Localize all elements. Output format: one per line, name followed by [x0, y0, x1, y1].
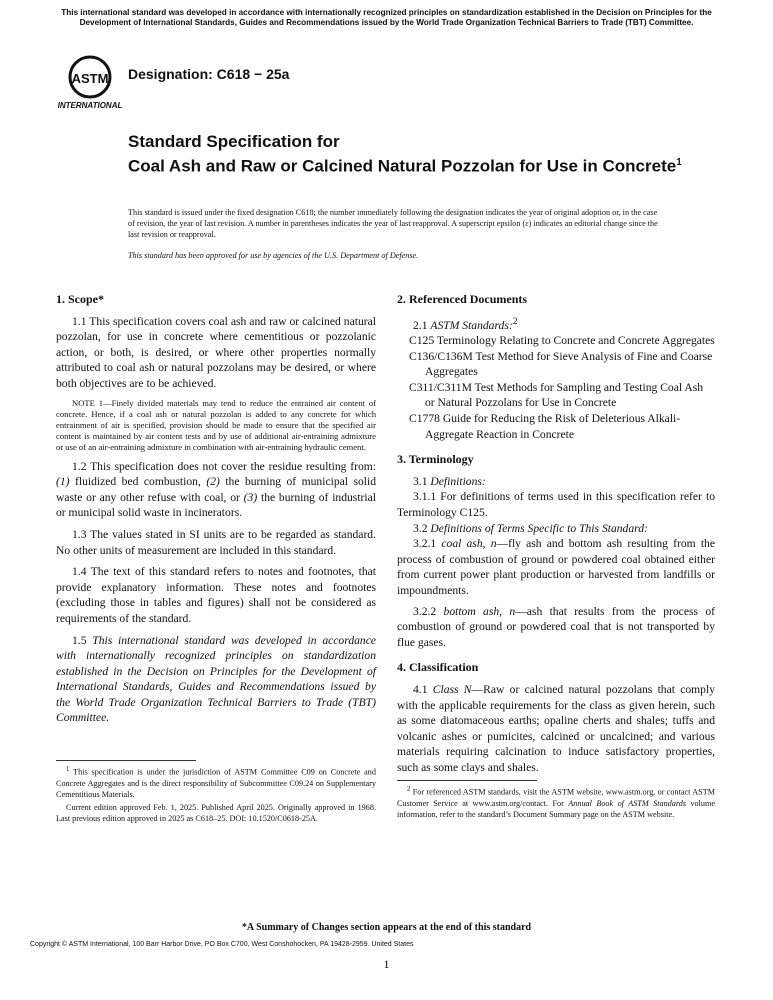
- astm-logo: [58, 53, 122, 111]
- edition-note: Current edition approved Feb. 1, 2025. Published April 2025. Originally approved in 1968. Last previous edition approved in 2025 as C618–25. DOI: 10.1520/C0618-25A.: [56, 802, 376, 823]
- document-title: [128, 131, 688, 177]
- classification-heading: 4. Classification: [397, 660, 479, 675]
- refdocs-heading: 2. Referenced Documents: [397, 292, 528, 306]
- left-column: [56, 292, 376, 726]
- para-1-2: 1.2 This specification does not cover the residue resulting from: (1) fluidized bed combustion, (2) the burning of municipal solid waste or any other refuse with coal, or (3) the burning of industrial or municipal solid waste in incinerators.: [56, 459, 376, 520]
- footnote-rule-left: [56, 760, 196, 761]
- issued-statement: This standard is issued under the fixed designation C618; the number immediately following the designation indicates the year of original adoption or, in the case of revision, the year of last revision. A number in parentheses indicates the year of last reapproval. A superscript epsilon (ε) indicates an editorial change since the last revision or reapproval.: [128, 208, 658, 239]
- svg-text:INTERNATIONAL: INTERNATIONAL: [58, 101, 122, 110]
- title-line-2: Coal Ash and Raw or Calcined Natural Pozzolan for Use in Concrete$^1$: [128, 156, 682, 176]
- svg-text:ASTM: ASTM: [71, 71, 109, 86]
- copyright: Copyright © ASTM International, 100 Barr Harbor Drive, PO Box C700, West Conshohocken, PA 19428-2959. United States: [30, 941, 414, 948]
- para-1-5: 1.5 This international standard was developed in accordance with internationally recognized principles on standardization established in the Decision on Principles for the Development of International Standards, Guides and Recommendations issued by the World Trade Organization Technical Barriers to Trade (TBT) Committee.: [56, 633, 376, 725]
- ref-item: C311/C311M Test Methods for Sampling and Testing Coal Ash or Natural Pozzolans for Use in Concrete: [409, 380, 704, 410]
- page-number: 1: [383, 957, 390, 971]
- ref-item: C1778 Guide for Reducing the Risk of Deleterious Alkali-Aggregate Reaction in Concrete: [409, 412, 681, 441]
- note-1: NOTE 1—Finely divided materials may tend to reduce the entrained air content of concrete. Hence, if a coal ash or natural pozzolan is added to any concrete for which entrainment of air is specified, provision should be made to ensure that the specified air content is maintained by air content tests and by use of additional air-entraining admixture or use of an air-entraining admixture in combination with air-entraining hydraulic cement.: [56, 397, 376, 452]
- para-3-1-1: 3.1.1 For definitions of terms used in this specification refer to Terminology C125.: [397, 490, 715, 519]
- top-notice: This international standard was developed in accordance with internationally recognized principles on standardization established in the Decision on Principles for the Development of International Standards, Guides and Recommendations issued by the World Trade Organization Technical Barriers to Trade (TBT) Committee.: [61, 8, 712, 27]
- para-1-4: 1.4 The text of this standard refers to notes and footnotes, that provide explanatory information. These notes and footnotes (excluding those in tables and figures) shall not be considered as requirements of the standard.: [56, 565, 376, 625]
- para-3-2: 3.2 Definitions of Terms Specific to This Standard:: [413, 521, 648, 535]
- ref-item: C136/C136M Test Method for Sieve Analysis of Fine and Coarse Aggregates: [409, 349, 713, 379]
- footnote-2: $^2$ For referenced ASTM standards, visit the ASTM website, www.astm.org, or contact ASTM Customer Service at www.astm.org/contact. For Annual Book of ASTM Standards volume information, refer to the standard’s Document Summary page on the ASTM website.: [397, 786, 715, 819]
- ref-item: C125 Terminology Relating to Concrete and Concrete Aggregates: [409, 334, 715, 348]
- approval-statement: This standard has been approved for use by agencies of the U.S. Department of Defense.: [128, 251, 419, 260]
- right-column: [397, 292, 715, 775]
- para-4-1: 4.1 Class N—Raw or calcined natural pozzolans that comply with the applicable requirements for the class as given herein, such as some diatomaceous earths; opaline cherts and shales; tuffs and volcanic ashes or pumicites, calcined or uncalcined; and various materials requiring calcination to induce satisfactory properties, such as some clays and shales.: [397, 682, 715, 774]
- title-line-1: Standard Specification for: [128, 132, 340, 151]
- terminology-heading: 3. Terminology: [397, 452, 474, 467]
- para-2-1: 2.1 ASTM Standards:$^2$: [413, 315, 518, 332]
- summary-of-changes-note: *A Summary of Changes section appears at the end of this standard: [241, 922, 532, 933]
- para-1-3: 1.3 The values stated in SI units are to be regarded as standard. No other units of measurement are included in this standard.: [56, 527, 376, 557]
- title-footnote-mark: 1: [676, 157, 682, 168]
- para-3-1: 3.1 Definitions:: [413, 474, 486, 488]
- scope-heading: 1. Scope*: [56, 292, 104, 306]
- para-3-2-2: 3.2.2 bottom ash, n—ash that results from the process of combustion of ground or powdered coal that is not transported by flue gases.: [397, 604, 715, 649]
- footnote-rule-right: [397, 780, 537, 781]
- para-3-2-1: 3.2.1 coal ash, n—fly ash and bottom ash resulting from the process of combustion of ground or powdered coal obtained either from current power plant production or harvested from landfills or impoundments.: [397, 537, 715, 597]
- para-1-1: 1.1 This specification covers coal ash and raw or calcined natural pozzolan, for use in concrete where cementitious or pozzolanic action, or both, is desired, or where other properties normally attributed to coal ash or natural pozzolans may be desired, or where both objectives are to be achieved.: [56, 314, 376, 390]
- footnote-1: $^1$ This specification is under the jurisdiction of ASTM Committee C09 on Concrete and Concrete Aggregates and is the direct responsibility of Subcommittee C09.24 on Supplementary Cementitious Materials. Current edition approved Feb. 1, 2025. Published April 2025. Originally approved in 1968. Last previous edition approved in 2025 as C618–25. DOI: 10.1520/C0618-25A.: [56, 766, 376, 823]
- designation: Designation: C618 − 25a: [128, 66, 290, 82]
